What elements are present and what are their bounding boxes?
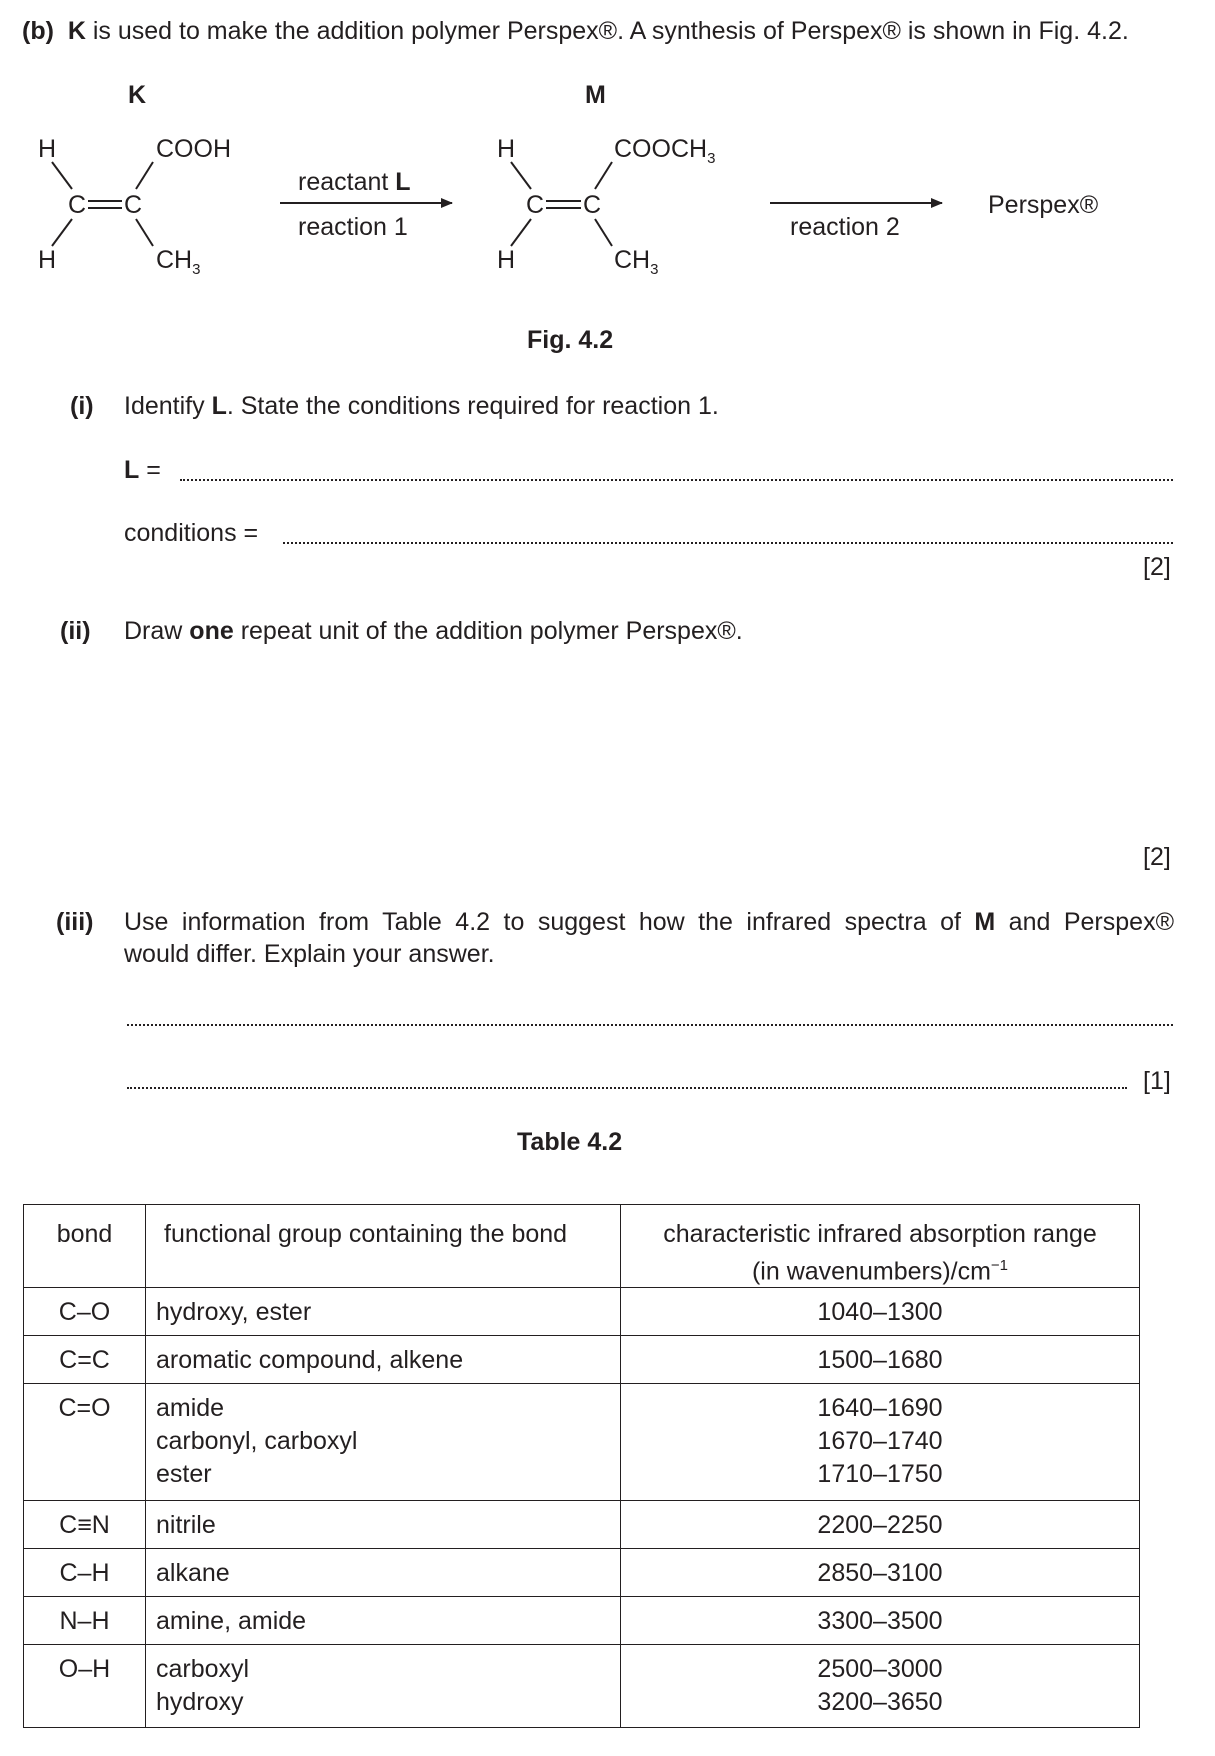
k-bond-h-top <box>52 162 72 189</box>
cell-bond: C=C <box>24 1336 146 1384</box>
m-sub3-top: 3 <box>707 150 716 167</box>
question-iii-number: (iii) <box>56 908 94 936</box>
table-row <box>24 1288 1140 1336</box>
k-bond-h-bottom <box>52 219 72 246</box>
cell-absorption-range: 1500–1680 <box>621 1336 1140 1384</box>
question-i-number: (i) <box>70 392 94 420</box>
cell-absorption-range: 2200–2250 <box>621 1501 1140 1549</box>
compound-m <box>497 81 715 278</box>
table-header-row <box>24 1205 1140 1288</box>
cell-bond: C=O <box>24 1384 146 1501</box>
k-h-top: H <box>38 135 57 163</box>
ir-table <box>23 1204 1140 1728</box>
table-row <box>24 1336 1140 1384</box>
question-i-text: Identify L. State the conditions required for reaction 1. <box>124 392 719 420</box>
compound-k <box>38 81 231 278</box>
cell-functional-group: carboxyl hydroxy <box>146 1645 621 1728</box>
m-bond-h-bottom <box>511 219 531 246</box>
cell-absorption-range: 1040–1300 <box>621 1288 1140 1336</box>
cell-absorption-range: 1640–1690 1670–1740 1710–1750 <box>621 1384 1140 1501</box>
m-c-right: C <box>583 191 602 219</box>
cell-absorption-range: 2500–3000 3200–3650 <box>621 1645 1140 1728</box>
k-bond-cooh <box>136 162 153 189</box>
arrow2-bottom-label: reaction 2 <box>790 213 900 241</box>
header-range: characteristic infrared absorption range (in $wavenumbers)/cm^{-1}$ <box>621 1205 1140 1288</box>
cell-absorption-range: 2850–3100 <box>621 1549 1140 1597</box>
arrow1-bottom-label: reaction 1 <box>298 213 408 241</box>
table-caption: Table 4.2 <box>517 1128 623 1156</box>
table-body <box>24 1288 1140 1728</box>
part-b-intro <box>22 17 1129 46</box>
k-bond-ch3 <box>136 219 153 246</box>
question-ii-text: Draw one repeat unit of the addition polymer Perspex®. <box>124 617 743 645</box>
answer-l-line[interactable] <box>180 479 1173 481</box>
question-i <box>70 392 94 421</box>
answer-conditions-line[interactable] <box>283 542 1173 544</box>
reaction-2-arrow <box>770 203 942 241</box>
k-sub3: 3 <box>192 261 201 278</box>
answer-conditions-label: conditions = <box>124 519 259 547</box>
k-cooh: COOH <box>156 135 231 163</box>
label-m: M <box>585 81 606 109</box>
k-ch: CH <box>156 246 193 274</box>
m-ch: CH <box>614 246 651 274</box>
answer-iii-line-2[interactable] <box>127 1087 1127 1089</box>
k-h-bottom: H <box>38 246 57 274</box>
cell-functional-group: hydroxy, ester <box>146 1288 621 1336</box>
cell-bond: N–H <box>24 1597 146 1645</box>
product-perspex: Perspex® <box>988 191 1099 219</box>
table-row <box>24 1549 1140 1597</box>
cell-functional-group: nitrile <box>146 1501 621 1549</box>
table-row <box>24 1645 1140 1728</box>
table-row <box>24 1384 1140 1501</box>
part-label: (b) <box>22 17 54 45</box>
k-ch3 <box>156 246 200 278</box>
m-c-left: C <box>526 191 545 219</box>
drawing-area[interactable] <box>124 660 1174 840</box>
cell-functional-group: alkane <box>146 1549 621 1597</box>
compound-k-ref: K <box>67 17 86 45</box>
cell-absorption-range: 3300–3500 <box>621 1597 1140 1645</box>
answer-iii-line-1[interactable] <box>127 1024 1173 1026</box>
header-bond: bond <box>24 1205 146 1288</box>
label-k: K <box>128 81 147 109</box>
answer-l-label: L = <box>124 456 161 484</box>
cell-bond: O–H <box>24 1645 146 1728</box>
arrow1-top-label: reactant L <box>298 168 411 196</box>
cell-bond: C–H <box>24 1549 146 1597</box>
cell-functional-group: amine, amide <box>146 1597 621 1645</box>
m-bond-cooch3 <box>595 162 612 189</box>
m-cooch: COOCH <box>614 135 708 163</box>
question-ii-number: (ii) <box>60 617 91 645</box>
header-group: functional group containing the bond <box>146 1205 621 1288</box>
m-ch3 <box>614 246 658 278</box>
cell-functional-group: aromatic compound, alkene <box>146 1336 621 1384</box>
m-bond-ch3 <box>595 219 612 246</box>
k-c-right: C <box>124 191 143 219</box>
question-iii-line1: Use information from Table 4.2 to suggest how the infrared spectra of M and Perspex® <box>124 908 1174 936</box>
figure-caption: Fig. 4.2 <box>527 326 614 354</box>
m-cooch3 <box>614 135 715 167</box>
table-row <box>24 1597 1140 1645</box>
m-sub3-bottom: 3 <box>650 261 659 278</box>
marks-i: [2] <box>1143 553 1171 581</box>
marks-ii: [2] <box>1143 843 1171 871</box>
table-row <box>24 1501 1140 1549</box>
m-bond-h-top <box>511 162 531 189</box>
k-c-left: C <box>68 191 87 219</box>
reaction-1-arrow <box>280 168 452 241</box>
cell-bond: C–O <box>24 1288 146 1336</box>
m-h-bottom: H <box>497 246 516 274</box>
m-h-top: H <box>497 135 516 163</box>
question-iii-line2: would differ. Explain your answer. <box>124 940 495 968</box>
reaction-scheme <box>0 70 1215 285</box>
part-b-text: is used to make the addition polymer Perspex®. A synthesis of Perspex® is shown in Fig. 4.2. <box>92 17 1129 45</box>
marks-iii: [1] <box>1143 1067 1171 1095</box>
cell-functional-group: amide carbonyl, carboxyl ester <box>146 1384 621 1501</box>
cell-bond: C≡N <box>24 1501 146 1549</box>
